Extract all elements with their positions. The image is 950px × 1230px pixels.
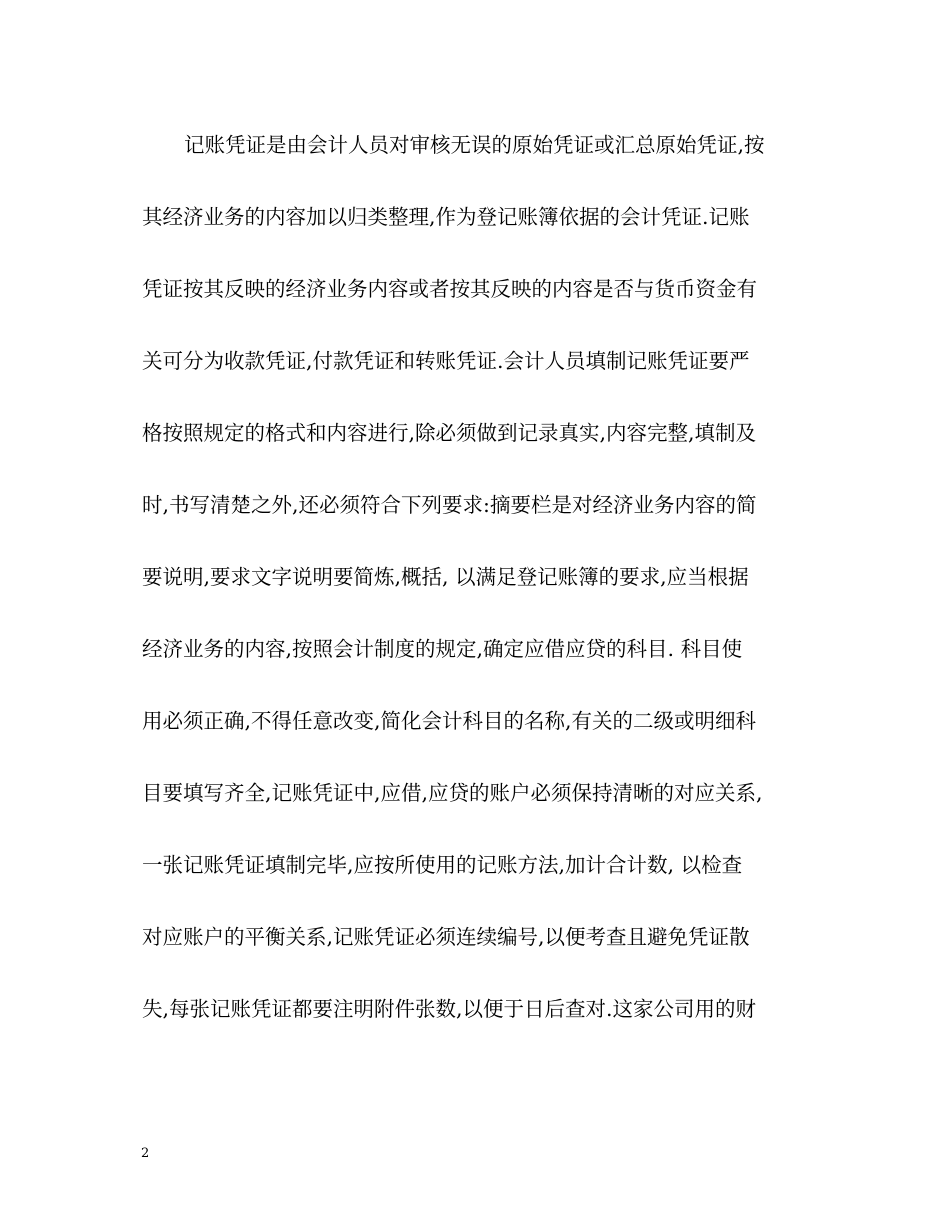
paragraph-line-8: 经济业务的内容,按照会计制度的规定,确定应借应贷的科目. 科目使 — [142, 637, 743, 661]
paragraph-line-12: 对应账户的平衡关系,记账凭证必须连续编号,以便考查且避免凭证散 — [142, 925, 750, 949]
paragraph-line-5: 格按照规定的格式和内容进行,除必须做到记录真实,内容完整,填制及 — [142, 421, 757, 445]
page-number: 2 — [141, 1146, 150, 1161]
paragraph-line-3: 凭证按其反映的经济业务内容或者按其反映的内容是否与货币资金有 — [142, 277, 757, 301]
paragraph-line-11: 一张记账凭证填制完毕,应按所使用的记账方法,加计合计数, 以检查 — [142, 853, 743, 877]
paragraph-line-6: 时,书写清楚之外,还必须符合下列要求:摘要栏是对经济业务内容的简 — [142, 493, 757, 517]
paragraph-line-1: 记账凭证是由会计人员对审核无误的原始凭证或汇总原始凭证,按 — [184, 133, 765, 157]
paragraph-line-7: 要说明,要求文字说明要简炼,概括, 以满足登记账簿的要求,应当根据 — [142, 565, 749, 589]
paragraph-line-9: 用必须正确,不得任意改变,简化会计科目的名称,有关的二级或明细科 — [142, 709, 757, 733]
paragraph-line-13: 失,每张记账凭证都要注明附件张数,以便于日后查对.这家公司用的财 — [142, 997, 757, 1021]
paragraph-line-2: 其经济业务的内容加以归类整理,作为登记账簿依据的会计凭证.记账 — [142, 205, 750, 229]
paragraph-line-10: 目要填写齐全,记账凭证中,应借,应贷的账户必须保持清晰的对应关系, — [142, 781, 763, 805]
paragraph-line-4: 关可分为收款凭证,付款凭证和转账凭证.会计人员填制记账凭证要严 — [142, 349, 750, 373]
